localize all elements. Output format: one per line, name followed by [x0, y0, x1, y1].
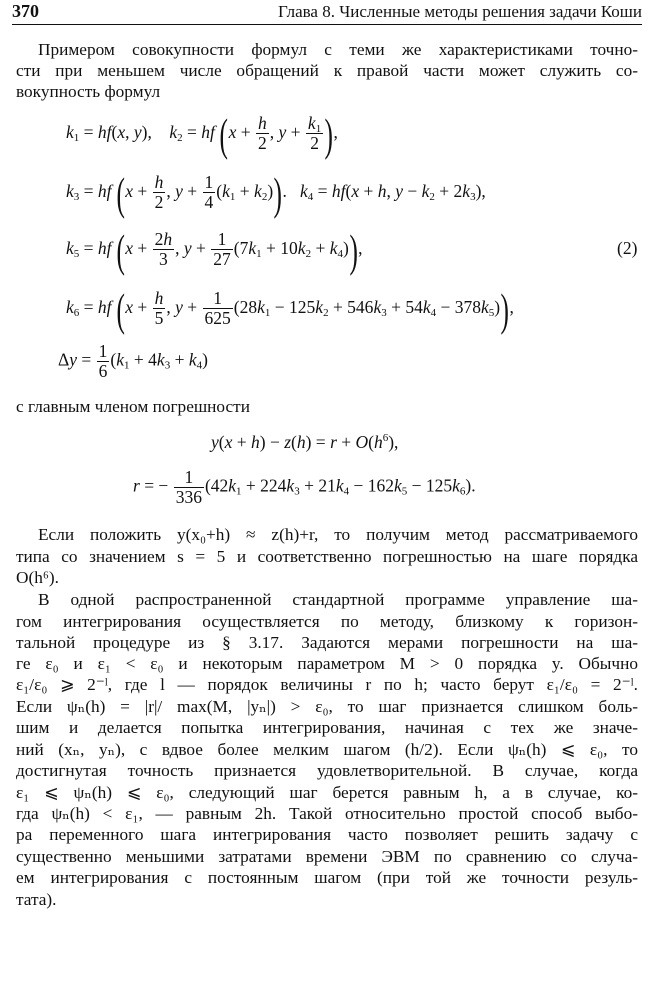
formula-r: r = − $\frac{1}{336}$ $(42k_1 + 224k_3 + 21k_4 - 162k_5 - 125k_6)$. — [133, 467, 476, 507]
page-header — [12, 0, 642, 25]
formula-k3-k4: $k_3$ = hf (x + $\frac{h}{2}$ , y + $\frac{1}{4}$ $(k_1 + k_2)$). $k_4 = hf(x + h$, $y - k_2 + 2k_3$), — [66, 168, 486, 219]
paragraph2-line-11: гда ψₙ(h) < ε₁, — равным 2h. Такой относительно простой способ выбо- — [16, 804, 638, 823]
paragraph2-line-8: ний (xₙ, yₙ), с вдвое более мелким шагом (h/2). Если ψₙ(h) ⩽ ε₀, то — [16, 740, 638, 759]
paragraph2-line-10: ε₁ ⩽ ψₙ(h) ⩽ ε₀, следующий шаг берется равным h, а в случае, ко- — [16, 783, 638, 802]
formula-k1-k2: $k_1 = hf(x$, y), $k_2$ = hf (x + $\frac{h}{2}$ , y + $\frac{k_1}{2}$ ), — [66, 109, 338, 160]
paragraph2-line-12: ра переменного шага интегрирования часто позволяет решить задачу с — [16, 825, 638, 844]
paragraph1-line-2: типа со значением s = 5 и соответственно погрешностью на шаге порядка — [16, 547, 638, 566]
paragraph2-line-2: гом интегрирования осуществляется по методу, близкому к горизон- — [16, 612, 638, 631]
formula-k5: $k_5$ = hf (x + $\frac{2h}{3}$ , y + $\frac{1}{27}$ $(7k_1 + 10k_2 + k_4)$), — [66, 225, 363, 276]
error-intro: с главным членом погрешности — [16, 397, 250, 416]
intro-line-2: сти при меньшем числе обращений к правой части может служить со- — [16, 61, 638, 80]
page-number: 370 — [12, 1, 39, 21]
paragraph2-line-7: шим и делается попытка интегрирования, начиная с тех же значе- — [16, 718, 638, 737]
paragraph2-line-4: ге ε₀ и ε₁ < ε₀ и некоторым параметром M > 0 порядка y. Обычно — [16, 654, 638, 673]
intro-line-1: Примером совокупности формул с теми же характеристиками точно- — [38, 40, 638, 59]
paragraph2-line-3: тальной процедуре из § 3.17. Задаются мерами погрешности на ша- — [16, 633, 638, 652]
paragraph2-line-9: достигнутая точность признается удовлетворительной. В случае, когда — [16, 761, 638, 780]
paragraph2-line-5: ε₁/ε₀ ⩾ 2⁻ˡ, где l — порядок величины r по h; часто берут ε₁/ε₀ = 2⁻ˡ. — [16, 675, 638, 694]
paragraph2-line-14: ем интегрирования с постоянным шагом (при той же точности резуль- — [16, 868, 638, 887]
paragraph2-line-13: существенно меньшими затратами времени ЭВМ по сравнению со случа- — [16, 847, 638, 866]
equation-number: (2) — [617, 238, 638, 258]
running-title: Глава 8. Численные методы решения задачи Коши — [278, 2, 642, 21]
paragraph2-line-15: тата). — [16, 890, 57, 909]
paragraph1-line-3: O(h⁶). — [16, 568, 59, 587]
paragraph2-line-1: В одной распространенной стандартной программе управление ша- — [38, 590, 638, 609]
paragraph2-line-6: Если ψₙ(h) = |r|/ max(M, |yₙ|) > ε₀, то шаг признается слишком боль- — [16, 697, 638, 716]
formula-error: $y(x + h) - z(h) = r + O(h^6)$, — [211, 432, 399, 452]
formula-k6: $k_6$ = hf (x + $\frac{h}{5}$ , y + $\frac{1}{625}$ $(28k_1 - 125k_2 + 546k_3 + 54k_4 - 378k_5)$), — [66, 284, 514, 335]
paragraph1-line-1: Если положить y(x₀+h) ≈ z(h)+r, то получим метод рассматриваемого — [38, 525, 638, 544]
intro-line-3: вокупность формул — [16, 82, 161, 101]
formula-delta-y: Δy = $\frac{1}{6}$ $(k_1 + 4k_3 + k_4)$ — [58, 341, 208, 381]
